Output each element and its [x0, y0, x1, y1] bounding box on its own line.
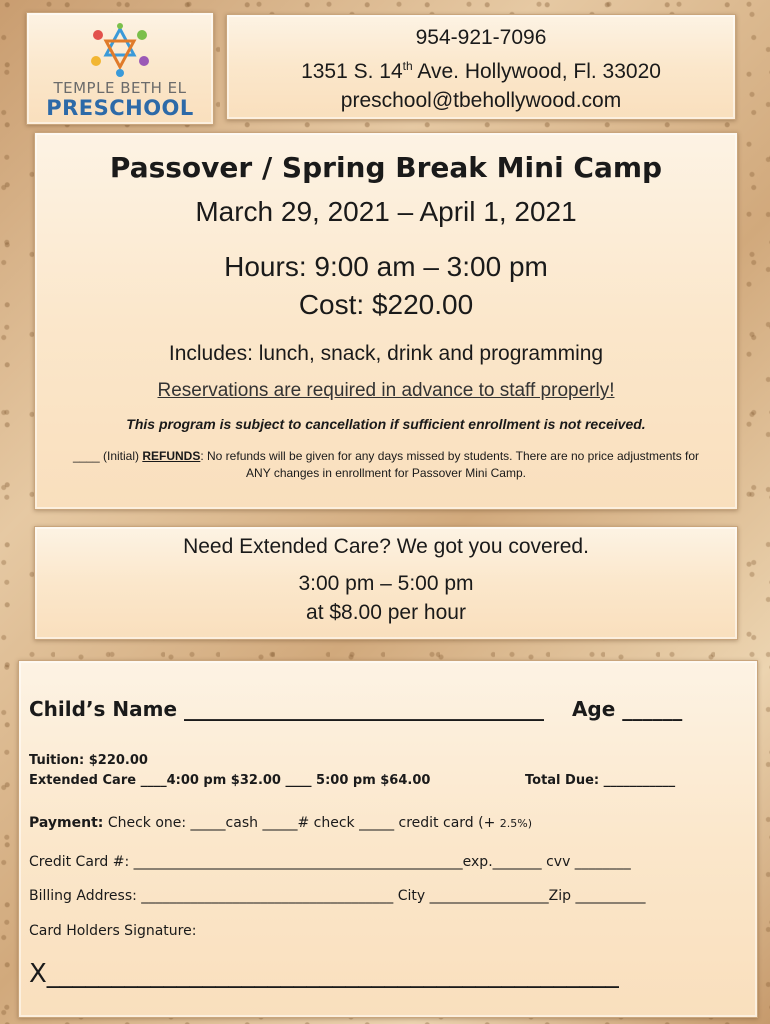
contact-panel: [226, 14, 736, 120]
logo-panel: [26, 12, 214, 125]
payment-fee: 2.5%): [499, 817, 533, 830]
extended-care-options[interactable]: Extended Care ____4:00 pm $32.00 ____ 5:00 pm $64.00: [29, 773, 431, 788]
camp-cost: Cost: $220.00: [298, 289, 474, 320]
extended-care-panel: [34, 526, 738, 640]
camp-hours-cost: [35, 248, 737, 324]
refunds-label: REFUNDS: [142, 449, 201, 463]
camp-info-panel: [34, 132, 738, 510]
camp-dates: March 29, 2021 – April 1, 2021: [195, 196, 577, 227]
address-city: Ave. Hollywood, Fl. 33020: [412, 60, 661, 83]
signature-label: Card Holders Signature:: [29, 923, 197, 939]
refunds-initial: ____ (Initial): [72, 449, 143, 463]
registration-form: [18, 660, 758, 1018]
address-superscript: th: [402, 59, 413, 73]
extended-care-hours: 3:00 pm – 5:00 pm: [298, 572, 474, 595]
camp-includes: Includes: lunch, snack, drink and programming: [168, 342, 604, 365]
payment-label: Payment:: [29, 815, 104, 831]
extended-care-rate: at $8.00 per hour: [306, 601, 466, 624]
refunds-text: : No refunds will be given for any days missed by students. There are no price adjustments for ANY changes in enrollment for Passover Mini Camp.: [200, 449, 700, 480]
child-name-row: [29, 697, 682, 721]
refunds-policy: [66, 448, 706, 482]
extended-care-row: [29, 773, 749, 788]
tuition-row: Tuition: $220.00: [29, 753, 148, 768]
camp-hours: Hours: 9:00 am – 3:00 pm: [224, 251, 548, 282]
billing-address-row[interactable]: Billing Address: ____________________________________ City _________________Zip __________: [29, 888, 646, 904]
child-name-field[interactable]: Child’s Name ____________________________________: [29, 697, 545, 721]
extended-care-title: Need Extended Care? We got you covered.: [183, 535, 589, 558]
logo-line-1: TEMPLE BETH EL: [53, 79, 187, 97]
payment-row: [29, 815, 532, 831]
credit-card-row[interactable]: Credit Card #: _______________________________________________exp._______ cvv ________: [29, 854, 631, 870]
age-field[interactable]: Age ______: [571, 697, 683, 721]
logo-line-2: PRESCHOOL: [46, 96, 194, 120]
email-address: preschool@tbehollywood.com: [340, 89, 622, 112]
payment-options[interactable]: Check one: _____cash _____# check _____ credit card (+: [103, 815, 500, 831]
phone-number: 954-921-7096: [415, 26, 547, 49]
signature-line[interactable]: X____________________________________________: [29, 959, 619, 989]
address-street: 1351 S. 14: [301, 60, 403, 83]
address: [227, 52, 735, 86]
camp-title: Passover / Spring Break Mini Camp: [109, 151, 663, 184]
reservations-note: Reservations are required in advance to staff properly!: [157, 380, 615, 401]
star-of-david-hands-icon: [88, 23, 152, 77]
total-due-field[interactable]: Total Due: ___________: [525, 773, 676, 788]
extended-care-details: [35, 569, 737, 627]
cancellation-note: This program is subject to cancellation if sufficient enrollment is not received.: [126, 416, 646, 432]
